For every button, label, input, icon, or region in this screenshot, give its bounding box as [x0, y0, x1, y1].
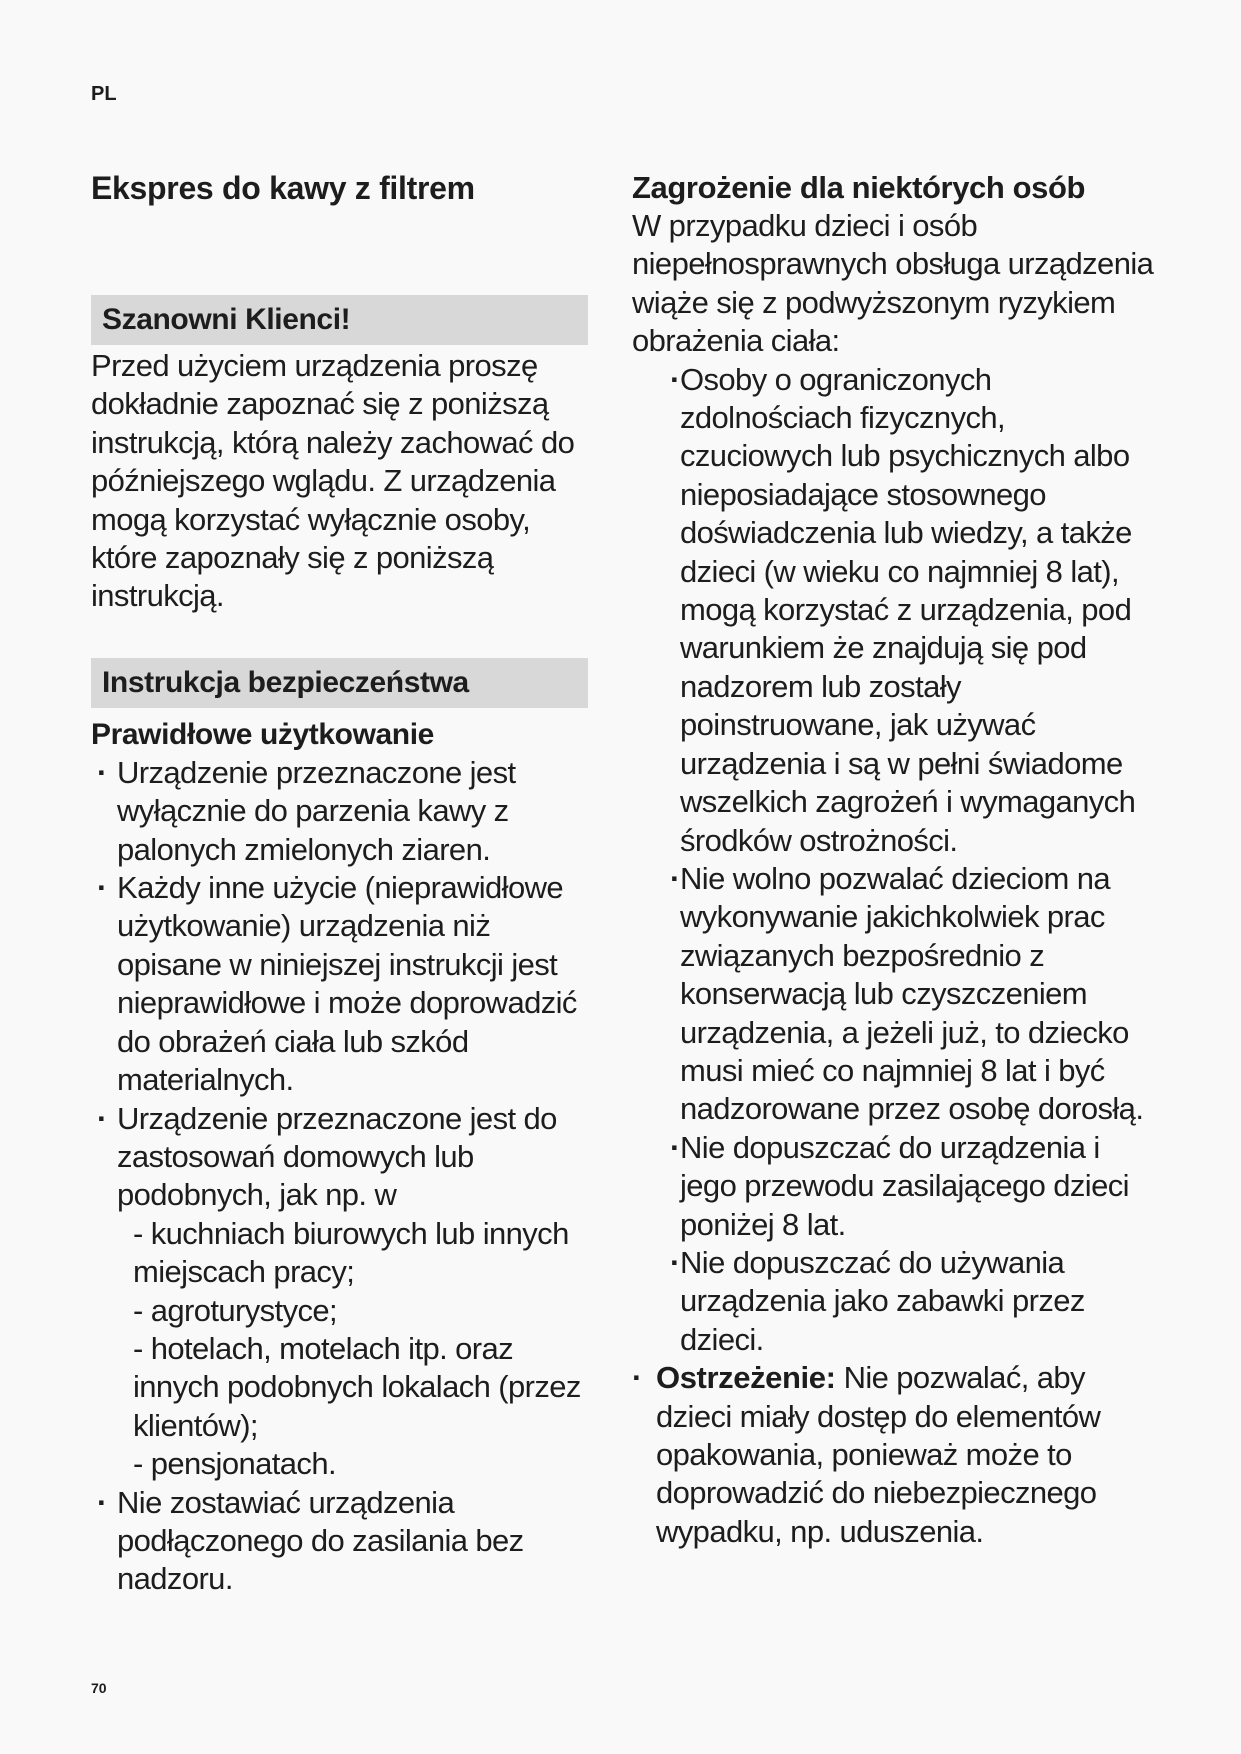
warning-item: [632, 1359, 1162, 1551]
bullet-icon: ·: [97, 1100, 107, 1136]
bullet-icon: ·: [670, 860, 680, 896]
sub-list-item: - pensjonatach.: [133, 1446, 336, 1482]
list-item: [656, 860, 1162, 1129]
section-heading-safety: Instrukcja bezpieczeństwa: [91, 658, 588, 708]
warning-text: Nie pozwalać, aby dzieci miały dostęp do elementów opakowania, ponieważ może to doprowadzić do niebezpiecznego wypadku, np. uduszenia.: [656, 1360, 1101, 1549]
list-item-text: Urządzenie przeznaczone jest do zastosowań domowych lub podobnych, jak np. w: [117, 1100, 557, 1213]
subheading-proper-use: Prawidłowe użytkowanie: [91, 717, 434, 751]
bullet-icon: ·: [97, 870, 107, 906]
list-item-text: Nie zostawiać urządzenia podłączonego do zasilania bez nadzoru.: [117, 1484, 524, 1597]
bullet-icon: ·: [97, 754, 107, 790]
list-item: [656, 1244, 1162, 1359]
list-item-text: Urządzenie przeznaczone jest wyłącznie do parzenia kawy z palonych zmielonych ziaren.: [117, 754, 516, 867]
warning-list: [632, 1359, 1162, 1551]
bullet-icon: ·: [670, 361, 680, 397]
risk-intro-paragraph: W przypadku dzieci i osób niepełnosprawnych obsługa urządzenia wiąże się z podwyższonym ryzykiem obrażenia ciała:: [632, 208, 1154, 359]
bullet-icon: ·: [632, 1360, 642, 1396]
section-heading-customers: Szanowni Klienci!: [91, 295, 588, 345]
document-title: Ekspres do kawy z filtrem: [91, 170, 475, 206]
list-item: [91, 1100, 588, 1484]
language-label: PL: [91, 83, 117, 105]
right-column: [632, 165, 1162, 1551]
sub-list-item: - hotelach, motelach itp. oraz innych podobnych lokalach (przez klientów);: [133, 1330, 581, 1443]
warning-label: Ostrzeżenie:: [656, 1360, 836, 1396]
left-column: [91, 165, 588, 1599]
subheading-risk-groups: Zagrożenie dla niektórych osób: [632, 170, 1086, 205]
bullet-icon: ·: [97, 1484, 107, 1520]
list-item: [91, 869, 588, 1099]
bullet-icon: ·: [670, 1129, 680, 1165]
usage-places-list: [117, 1215, 588, 1484]
list-item: [91, 1484, 588, 1599]
list-item-text: Osoby o ograniczonych zdolnościach fizycznych, czuciowych lub psychicznych albo nieposiadające stosownego doświadczenia lub wiedzy, a także dzieci (w wieku co najmniej 8 lat), mogą korzystać z urządzenia, pod warunkiem że znajdują się pod nadzorem lub zostały poinstruowane, jak używać urządzenia i są w pełni świadome wszelkich zagrożeń i wymaganych środków ostrożności.: [680, 361, 1136, 858]
intro-paragraph: Przed użyciem urządzenia proszę dokładnie zapoznać się z poniższą instrukcją, którą należy zachować do późniejszego wglądu. Z urządzenia mogą korzystać wyłącznie osoby, które zapoznały się z poniższą instrukcją.: [91, 348, 575, 614]
sub-list-item: - kuchniach biurowych lub innych miejscach pracy;: [133, 1215, 569, 1290]
list-item-text: Nie dopuszczać do urządzenia i jego przewodu zasilającego dzieci poniżej 8 lat.: [680, 1129, 1129, 1242]
proper-use-list: [91, 754, 588, 1599]
risk-list: [632, 361, 1162, 1360]
list-item-text: Nie dopuszczać do używania urządzenia jako zabawki przez dzieci.: [680, 1244, 1085, 1357]
list-item-text: Każdy inne użycie (nieprawidłowe użytkowanie) urządzenia niż opisane w niniejszej instrukcji jest nieprawidłowe i może doprowadzić do obrażeń ciała lub szkód materialnych.: [117, 870, 577, 1098]
page-number: 70: [91, 1680, 107, 1696]
list-item: [91, 754, 588, 869]
list-item: [656, 361, 1162, 860]
bullet-icon: ·: [670, 1244, 680, 1280]
list-item-text: Nie wolno pozwalać dzieciom na wykonywanie jakichkolwiek prac związanych bezpośrednio z konserwacją lub czyszczeniem urządzenia, a jeżeli już, to dziecko musi mieć co najmniej 8 lat i być nadzorowane przez osobę dorosłą.: [680, 860, 1144, 1127]
list-item: [656, 1129, 1162, 1244]
sub-list-item: - agroturystyce;: [133, 1292, 338, 1328]
